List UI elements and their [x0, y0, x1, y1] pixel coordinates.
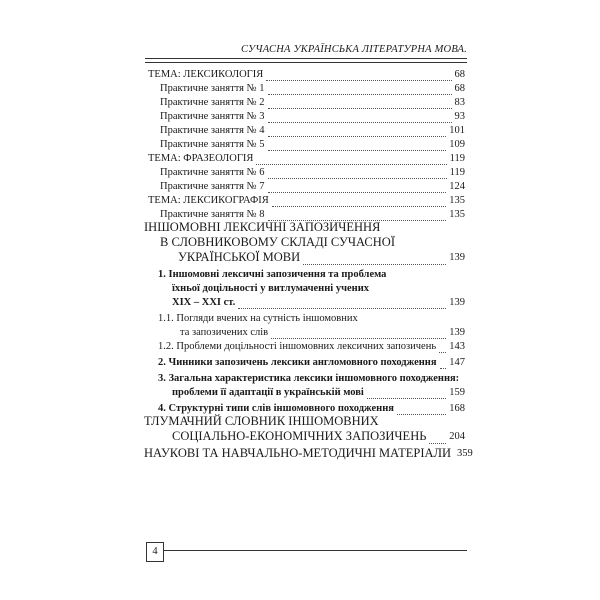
toc-subsection-3: проблеми її адаптації в українській мові 159 [172, 387, 465, 398]
header-rule [145, 62, 467, 63]
toc-entry-practice-6: Практичне заняття № 6 119 [160, 167, 465, 178]
toc-entry-practice-4: Практичне заняття № 4 101 [160, 125, 465, 136]
toc-section-title-line: ІНШОМОВНІ ЛЕКСИЧНІ ЗАПОЗИЧЕННЯ [144, 220, 381, 234]
toc-section-title-line: В СЛОВНИКОВОМУ СКЛАДІ СУЧАСНОЇ [160, 235, 395, 249]
page-number: 4 [146, 542, 164, 562]
toc-entry-lexicology: ТЕМА: ЛЕКСИКОЛОГІЯ 68 [148, 69, 465, 80]
toc-entry-lexicography: ТЕМА: ЛЕКСИКОГРАФІЯ 135 [148, 195, 465, 206]
toc-materials: НАУКОВІ ТА НАВЧАЛЬНО-МЕТОДИЧНІ МАТЕРІАЛИ 359 [144, 446, 473, 460]
toc-subsection-3-line: 3. Загальна характеристика лексики іншомовного походження: [158, 373, 460, 384]
toc-entry-practice-3: Практичне заняття № 3 93 [160, 111, 465, 122]
toc-entry-phraseology: ТЕМА: ФРАЗЕОЛОГІЯ 119 [148, 153, 465, 164]
toc-subsection-1-line: 1. Іншомовні лексичні запозичення та проблема [158, 269, 387, 280]
toc-subsection-1-line: їхньої доцільності у витлумаченні учених [172, 283, 370, 294]
toc-subsection-1: XIX – XXI ст. 139 [172, 297, 465, 308]
footer-rule [164, 550, 467, 551]
toc-entry-practice-7: Практичне заняття № 7 124 [160, 181, 465, 192]
toc-dictionary: СОЦІАЛЬНО-ЕКОНОМІЧНИХ ЗАПОЗИЧЕНЬ 204 [172, 429, 465, 443]
toc-section-main: УКРАЇНСЬКОЇ МОВИ 139 [178, 250, 465, 264]
toc-subsection-1-1-line: 1.1. Погляди вчених на сутність іншомовних [158, 313, 358, 324]
toc-entry-practice-2: Практичне заняття № 2 83 [160, 97, 465, 108]
toc-subsection-4: 4. Структурні типи слів іншомовного походження 168 [158, 403, 465, 414]
toc-dictionary-line: ТЛУМАЧНИЙ СЛОВНИК ІНШОМОВНИХ [144, 414, 379, 428]
toc-entry-practice-8: Практичне заняття № 8 135 [160, 209, 465, 220]
header-rule [145, 58, 467, 59]
toc-subsection-1-2: 1.2. Проблеми доцільності іншомовних лексичних запозичень 143 [158, 341, 465, 352]
running-title: СУЧАСНА УКРАЇНСЬКА ЛІТЕРАТУРНА МОВА. [240, 44, 467, 55]
toc-subsection-1-1: та запозичених слів 139 [180, 327, 465, 338]
toc-entry-practice-1: Практичне заняття № 1 68 [160, 83, 465, 94]
toc-subsection-2: 2. Чинники запозичень лексики англомовного походження 147 [158, 357, 465, 368]
toc-entry-practice-5: Практичне заняття № 5 109 [160, 139, 465, 150]
